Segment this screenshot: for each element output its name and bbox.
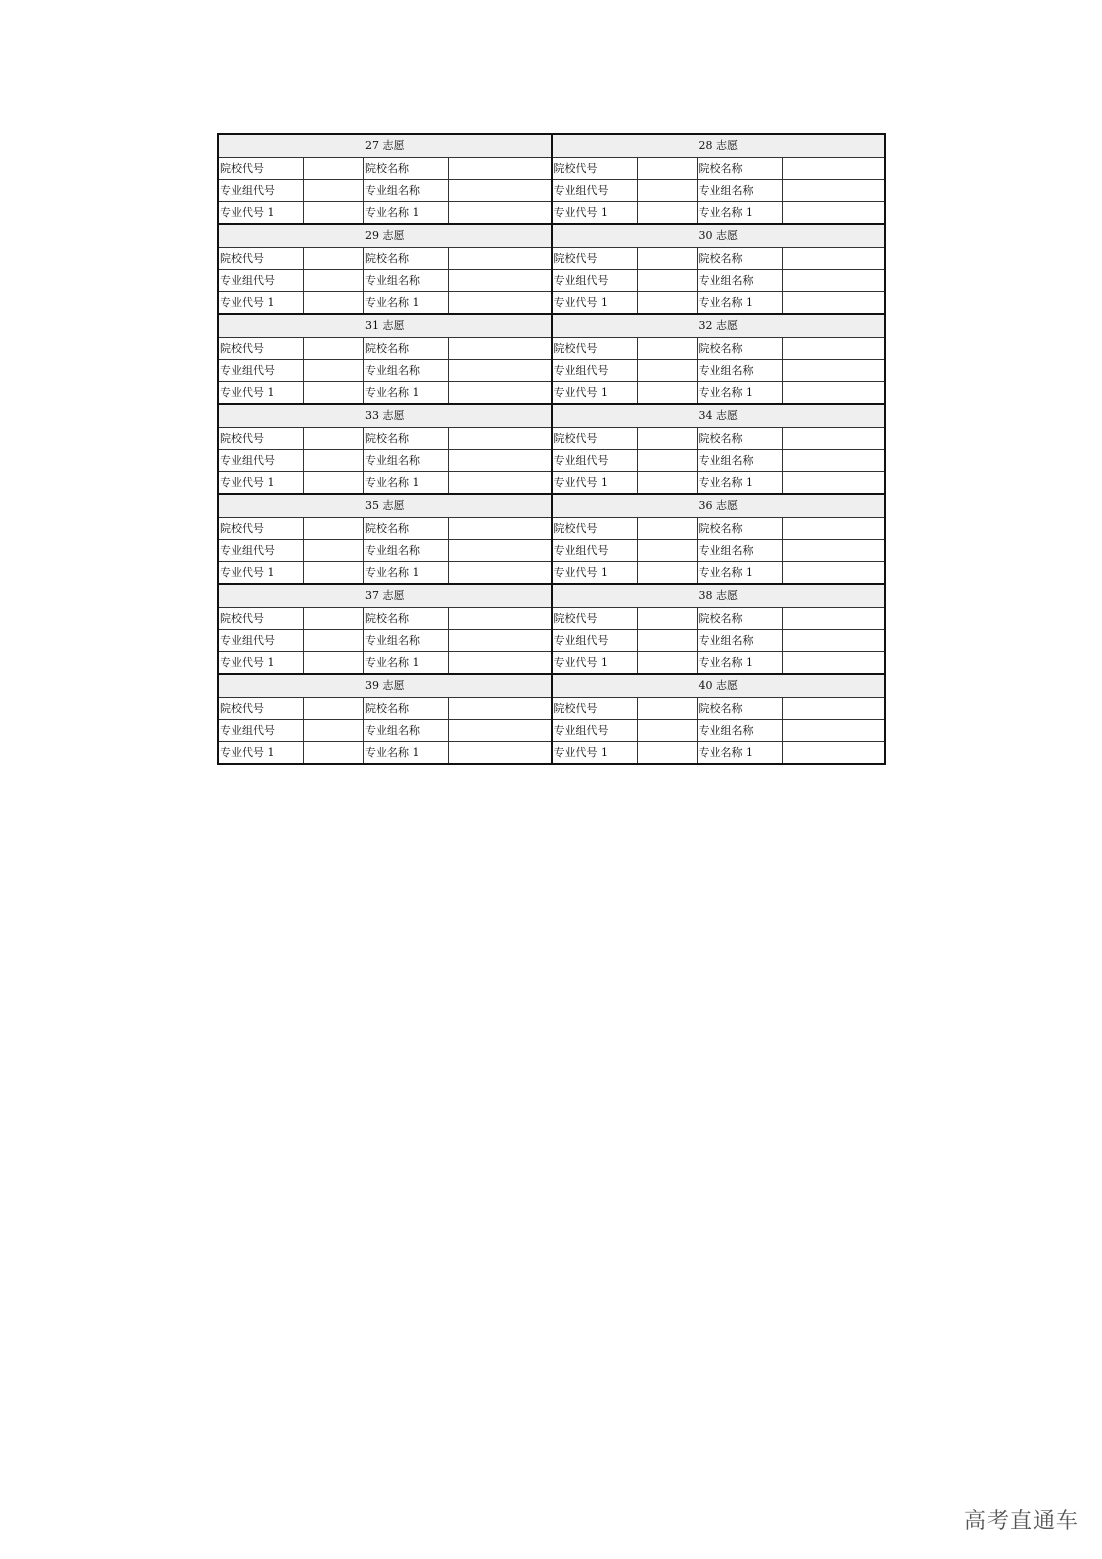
- form-row: [553, 450, 885, 472]
- field-label-school-code: 院校代号: [553, 338, 638, 359]
- field-value-school-name[interactable]: [449, 698, 551, 719]
- field-value-group-name[interactable]: [783, 360, 885, 381]
- form-row: [219, 338, 551, 360]
- field-label-major-name: 专业名称 1: [364, 472, 449, 493]
- volunteer-block-title: 29 志愿: [219, 225, 551, 248]
- field-value-school-code[interactable]: [304, 158, 364, 179]
- field-value-major-code[interactable]: [638, 382, 698, 403]
- form-row: [553, 742, 885, 763]
- field-label-group-name: 专业组名称: [698, 360, 783, 381]
- field-label-group-name: 专业组名称: [364, 180, 449, 201]
- field-value-school-name[interactable]: [783, 608, 885, 629]
- field-label-major-name: 专业名称 1: [698, 652, 783, 673]
- volunteer-block: [551, 403, 887, 495]
- form-row: [553, 608, 885, 630]
- form-row: [553, 292, 885, 313]
- field-value-group-code[interactable]: [638, 360, 698, 381]
- field-label-group-code: 专业组代号: [219, 630, 304, 651]
- form-row: [219, 698, 551, 720]
- field-value-school-name[interactable]: [449, 608, 551, 629]
- field-label-group-code: 专业组代号: [219, 270, 304, 291]
- field-value-school-name[interactable]: [783, 698, 885, 719]
- volunteer-block: [217, 403, 553, 495]
- field-label-school-code: 院校代号: [553, 518, 638, 539]
- field-value-group-name[interactable]: [449, 540, 551, 561]
- form-row: [219, 742, 551, 763]
- form-row: [553, 720, 885, 742]
- field-label-school-name: 院校名称: [698, 518, 783, 539]
- field-value-group-name[interactable]: [449, 630, 551, 651]
- volunteer-block-title: 31 志愿: [219, 315, 551, 338]
- field-label-group-name: 专业组名称: [698, 540, 783, 561]
- form-row: [219, 608, 551, 630]
- form-row: [553, 158, 885, 180]
- field-label-group-name: 专业组名称: [698, 270, 783, 291]
- field-label-major-name: 专业名称 1: [698, 472, 783, 493]
- field-value-school-code[interactable]: [638, 698, 698, 719]
- field-label-school-name: 院校名称: [364, 338, 449, 359]
- field-value-major-code[interactable]: [304, 472, 364, 493]
- form-row: [553, 248, 885, 270]
- field-label-school-code: 院校代号: [553, 608, 638, 629]
- volunteer-block: [217, 493, 553, 585]
- field-label-group-code: 专业组代号: [219, 360, 304, 381]
- field-value-group-code[interactable]: [304, 270, 364, 291]
- field-value-school-name[interactable]: [783, 428, 885, 449]
- field-label-major-code: 专业代号 1: [219, 652, 304, 673]
- field-value-school-code[interactable]: [638, 608, 698, 629]
- field-value-group-name[interactable]: [449, 720, 551, 741]
- field-label-group-code: 专业组代号: [553, 270, 638, 291]
- volunteer-block: [551, 673, 887, 765]
- form-row: [219, 270, 551, 292]
- volunteer-block-title: 28 志愿: [553, 135, 885, 158]
- form-row: [219, 652, 551, 673]
- field-value-group-code[interactable]: [638, 270, 698, 291]
- field-value-group-code[interactable]: [304, 540, 364, 561]
- volunteer-block: [551, 133, 887, 225]
- volunteer-block-title: 30 志愿: [553, 225, 885, 248]
- field-value-major-name[interactable]: [449, 382, 551, 403]
- field-label-group-code: 专业组代号: [219, 540, 304, 561]
- form-row: [219, 630, 551, 652]
- field-value-school-code[interactable]: [304, 338, 364, 359]
- volunteer-block: [217, 313, 553, 405]
- form-row: [219, 518, 551, 540]
- field-value-major-code[interactable]: [638, 562, 698, 583]
- field-label-major-code: 专业代号 1: [553, 562, 638, 583]
- field-value-major-name[interactable]: [783, 742, 885, 763]
- field-label-school-name: 院校名称: [364, 698, 449, 719]
- field-label-group-code: 专业组代号: [553, 450, 638, 471]
- form-row: [553, 338, 885, 360]
- volunteer-block: [551, 493, 887, 585]
- field-value-major-code[interactable]: [304, 562, 364, 583]
- field-value-school-name[interactable]: [783, 158, 885, 179]
- form-row: [219, 360, 551, 382]
- form-row: [553, 472, 885, 493]
- field-label-group-code: 专业组代号: [553, 720, 638, 741]
- form-row: [553, 698, 885, 720]
- field-value-major-name[interactable]: [449, 742, 551, 763]
- volunteer-block: [217, 583, 553, 675]
- field-value-major-code[interactable]: [304, 292, 364, 313]
- field-label-school-code: 院校代号: [553, 248, 638, 269]
- field-label-group-name: 专业组名称: [364, 540, 449, 561]
- volunteer-block: [551, 583, 887, 675]
- form-row: [553, 518, 885, 540]
- field-label-group-code: 专业组代号: [553, 630, 638, 651]
- field-label-major-name: 专业名称 1: [698, 292, 783, 313]
- field-label-school-name: 院校名称: [364, 248, 449, 269]
- field-value-school-name[interactable]: [449, 248, 551, 269]
- field-value-major-name[interactable]: [783, 202, 885, 223]
- field-value-school-code[interactable]: [304, 698, 364, 719]
- volunteer-block-title: 35 志愿: [219, 495, 551, 518]
- form-row: [219, 562, 551, 583]
- field-value-major-name[interactable]: [783, 472, 885, 493]
- field-value-major-name[interactable]: [449, 652, 551, 673]
- field-value-major-code[interactable]: [304, 652, 364, 673]
- field-value-group-code[interactable]: [304, 450, 364, 471]
- form-row: [553, 202, 885, 223]
- volunteer-block-title: 33 志愿: [219, 405, 551, 428]
- form-row: [219, 450, 551, 472]
- field-value-group-name[interactable]: [449, 450, 551, 471]
- field-value-major-code[interactable]: [304, 382, 364, 403]
- field-label-group-code: 专业组代号: [553, 180, 638, 201]
- field-value-group-name[interactable]: [783, 270, 885, 291]
- field-value-major-code[interactable]: [638, 652, 698, 673]
- field-label-major-code: 专业代号 1: [219, 382, 304, 403]
- field-value-group-name[interactable]: [449, 360, 551, 381]
- field-value-group-code[interactable]: [638, 180, 698, 201]
- volunteer-block: [217, 673, 553, 765]
- field-label-major-name: 专业名称 1: [698, 382, 783, 403]
- volunteer-block: [217, 133, 553, 225]
- field-label-school-name: 院校名称: [698, 158, 783, 179]
- field-value-group-code[interactable]: [638, 720, 698, 741]
- field-value-school-name[interactable]: [449, 158, 551, 179]
- field-label-school-code: 院校代号: [219, 518, 304, 539]
- field-label-major-name: 专业名称 1: [698, 742, 783, 763]
- field-value-group-code[interactable]: [304, 720, 364, 741]
- form-row: [219, 158, 551, 180]
- form-row: [553, 562, 885, 583]
- field-value-group-code[interactable]: [304, 360, 364, 381]
- field-value-major-code[interactable]: [304, 202, 364, 223]
- field-label-group-code: 专业组代号: [553, 540, 638, 561]
- form-row: [553, 382, 885, 403]
- field-value-school-code[interactable]: [638, 158, 698, 179]
- field-value-group-name[interactable]: [783, 720, 885, 741]
- field-label-group-name: 专业组名称: [698, 180, 783, 201]
- field-label-school-code: 院校代号: [219, 608, 304, 629]
- field-value-group-name[interactable]: [783, 540, 885, 561]
- field-label-major-code: 专业代号 1: [553, 202, 638, 223]
- watermark-text: 高考直通车: [964, 1509, 1080, 1534]
- field-value-school-code[interactable]: [304, 428, 364, 449]
- field-value-major-name[interactable]: [783, 292, 885, 313]
- field-label-major-code: 专业代号 1: [553, 652, 638, 673]
- field-label-major-code: 专业代号 1: [219, 292, 304, 313]
- field-label-major-code: 专业代号 1: [553, 472, 638, 493]
- field-label-school-name: 院校名称: [364, 158, 449, 179]
- field-label-group-name: 专业组名称: [364, 270, 449, 291]
- field-value-school-name[interactable]: [783, 248, 885, 269]
- field-value-group-name[interactable]: [449, 180, 551, 201]
- field-label-group-code: 专业组代号: [553, 360, 638, 381]
- field-label-major-name: 专业名称 1: [364, 292, 449, 313]
- volunteer-form-grid: [217, 133, 884, 763]
- field-label-major-name: 专业名称 1: [698, 202, 783, 223]
- field-label-group-name: 专业组名称: [698, 630, 783, 651]
- field-value-school-name[interactable]: [449, 428, 551, 449]
- field-value-school-code[interactable]: [304, 248, 364, 269]
- form-row: [219, 472, 551, 493]
- field-label-major-name: 专业名称 1: [364, 562, 449, 583]
- field-value-group-code[interactable]: [638, 450, 698, 471]
- field-label-group-name: 专业组名称: [364, 360, 449, 381]
- field-value-group-name[interactable]: [783, 450, 885, 471]
- field-label-school-name: 院校名称: [364, 428, 449, 449]
- field-value-school-code[interactable]: [304, 518, 364, 539]
- field-value-major-code[interactable]: [638, 202, 698, 223]
- field-label-group-name: 专业组名称: [364, 630, 449, 651]
- field-value-school-name[interactable]: [449, 518, 551, 539]
- field-label-school-code: 院校代号: [553, 698, 638, 719]
- volunteer-block-title: 34 志愿: [553, 405, 885, 428]
- field-label-school-code: 院校代号: [219, 428, 304, 449]
- field-label-school-name: 院校名称: [364, 608, 449, 629]
- field-value-major-name[interactable]: [783, 562, 885, 583]
- volunteer-block-title: 36 志愿: [553, 495, 885, 518]
- field-label-group-name: 专业组名称: [364, 450, 449, 471]
- form-row: [219, 248, 551, 270]
- volunteer-block-title: 37 志愿: [219, 585, 551, 608]
- field-value-school-code[interactable]: [638, 248, 698, 269]
- field-value-group-name[interactable]: [783, 180, 885, 201]
- field-label-school-name: 院校名称: [698, 698, 783, 719]
- field-value-school-code[interactable]: [638, 338, 698, 359]
- field-value-group-name[interactable]: [783, 630, 885, 651]
- field-label-school-code: 院校代号: [219, 698, 304, 719]
- field-label-school-code: 院校代号: [553, 428, 638, 449]
- field-value-major-code[interactable]: [638, 742, 698, 763]
- form-row: [553, 360, 885, 382]
- form-row: [553, 428, 885, 450]
- form-row: [553, 270, 885, 292]
- field-label-major-code: 专业代号 1: [219, 742, 304, 763]
- field-label-major-code: 专业代号 1: [219, 472, 304, 493]
- volunteer-block: [551, 313, 887, 405]
- field-label-school-name: 院校名称: [698, 428, 783, 449]
- field-label-major-name: 专业名称 1: [364, 652, 449, 673]
- field-label-major-code: 专业代号 1: [553, 742, 638, 763]
- form-row: [219, 540, 551, 562]
- form-row: [219, 720, 551, 742]
- field-label-school-name: 院校名称: [698, 608, 783, 629]
- field-label-group-name: 专业组名称: [698, 450, 783, 471]
- field-label-group-code: 专业组代号: [219, 720, 304, 741]
- field-label-group-name: 专业组名称: [698, 720, 783, 741]
- field-label-group-code: 专业组代号: [219, 450, 304, 471]
- form-row: [553, 630, 885, 652]
- field-label-major-code: 专业代号 1: [553, 382, 638, 403]
- field-value-major-name[interactable]: [449, 202, 551, 223]
- form-row: [553, 180, 885, 202]
- field-value-major-code[interactable]: [638, 292, 698, 313]
- field-value-major-name[interactable]: [449, 562, 551, 583]
- form-row: [219, 202, 551, 223]
- volunteer-block-title: 39 志愿: [219, 675, 551, 698]
- field-value-school-code[interactable]: [638, 518, 698, 539]
- field-label-school-code: 院校代号: [553, 158, 638, 179]
- field-value-major-code[interactable]: [638, 472, 698, 493]
- form-row: [219, 382, 551, 403]
- field-label-school-code: 院校代号: [219, 248, 304, 269]
- field-label-school-name: 院校名称: [698, 248, 783, 269]
- volunteer-block: [217, 223, 553, 315]
- field-value-school-code[interactable]: [638, 428, 698, 449]
- field-label-school-name: 院校名称: [698, 338, 783, 359]
- field-value-major-name[interactable]: [783, 382, 885, 403]
- field-value-major-name[interactable]: [449, 472, 551, 493]
- volunteer-block-title: 40 志愿: [553, 675, 885, 698]
- form-row: [219, 180, 551, 202]
- field-label-school-name: 院校名称: [364, 518, 449, 539]
- form-row: [219, 428, 551, 450]
- field-value-school-code[interactable]: [304, 608, 364, 629]
- field-label-major-code: 专业代号 1: [219, 562, 304, 583]
- volunteer-block: [551, 223, 887, 315]
- field-value-major-code[interactable]: [304, 742, 364, 763]
- field-value-group-code[interactable]: [304, 180, 364, 201]
- field-value-school-name[interactable]: [449, 338, 551, 359]
- field-label-major-name: 专业名称 1: [698, 562, 783, 583]
- field-label-school-code: 院校代号: [219, 338, 304, 359]
- form-row: [219, 292, 551, 313]
- field-value-major-name[interactable]: [449, 292, 551, 313]
- field-value-major-name[interactable]: [783, 652, 885, 673]
- form-row: [553, 540, 885, 562]
- volunteer-block-title: 32 志愿: [553, 315, 885, 338]
- field-label-major-name: 专业名称 1: [364, 202, 449, 223]
- field-label-school-code: 院校代号: [219, 158, 304, 179]
- field-value-group-code[interactable]: [304, 630, 364, 651]
- field-label-group-code: 专业组代号: [219, 180, 304, 201]
- field-value-group-code[interactable]: [638, 630, 698, 651]
- field-label-major-code: 专业代号 1: [553, 292, 638, 313]
- volunteer-block-title: 27 志愿: [219, 135, 551, 158]
- field-label-major-code: 专业代号 1: [219, 202, 304, 223]
- field-value-group-name[interactable]: [449, 270, 551, 291]
- field-label-major-name: 专业名称 1: [364, 742, 449, 763]
- volunteer-block-title: 38 志愿: [553, 585, 885, 608]
- field-value-school-name[interactable]: [783, 518, 885, 539]
- field-value-group-code[interactable]: [638, 540, 698, 561]
- field-value-school-name[interactable]: [783, 338, 885, 359]
- field-label-major-name: 专业名称 1: [364, 382, 449, 403]
- field-label-group-name: 专业组名称: [364, 720, 449, 741]
- form-row: [553, 652, 885, 673]
